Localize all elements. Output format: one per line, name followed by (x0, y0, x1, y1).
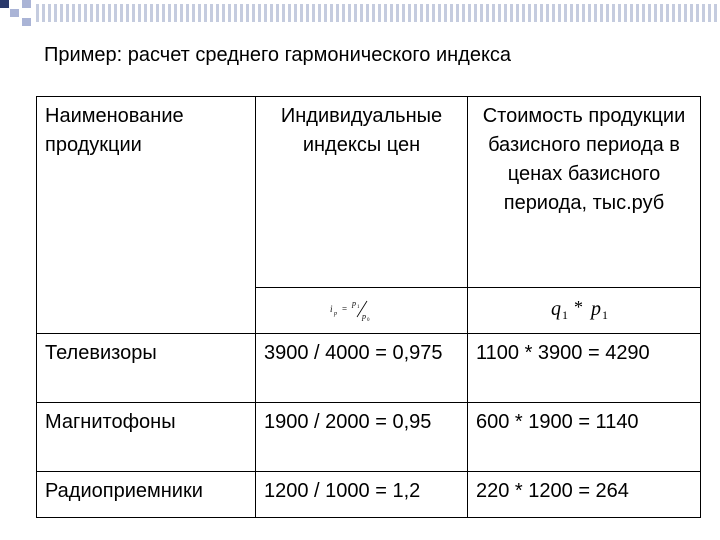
index-formula (322, 293, 402, 323)
row-index-value: 1200 / 1000 = 1,2 (256, 472, 468, 518)
formula-num-sub: 1 (356, 305, 359, 310)
formula-den: p (361, 312, 366, 321)
table-row (37, 472, 701, 518)
header-base-value: Стоимость продукции базисного периода в ценах базисного периода, тыс.руб (468, 97, 701, 288)
decor-square-light-3 (22, 18, 31, 26)
decor-square-light-2 (22, 0, 31, 8)
formula-i: i (329, 304, 333, 314)
row-index-value: 1900 / 2000 = 0,95 (256, 403, 468, 472)
header-individual-indices: Индивидуальные индексы цен (256, 97, 468, 288)
row-base-value: 600 * 1900 = 1140 (468, 403, 701, 472)
row-base-value: 220 * 1200 = 264 (468, 472, 701, 518)
header-product-name: Наименование продукции (37, 97, 256, 288)
decor-stripe-band (34, 4, 720, 22)
row-index-value: 3900 / 4000 = 0,975 (256, 334, 468, 403)
formula-q-sub: 1 (562, 308, 568, 322)
decor-square-dark (0, 0, 9, 8)
formula-index-cell (256, 288, 468, 334)
formula-num: p (351, 299, 356, 308)
table-header-row (37, 97, 701, 288)
formula-empty-cell (37, 288, 256, 334)
formula-p: p (591, 298, 601, 320)
table-row (37, 334, 701, 403)
harmonic-index-table (36, 96, 701, 518)
slide-title: Пример: расчет среднего гармонического индекса (44, 44, 512, 66)
table-row (37, 403, 701, 472)
formula-i-sub: p (333, 311, 337, 317)
formula-q: q (551, 298, 561, 320)
value-formula (539, 293, 629, 323)
table-formula-row (37, 288, 701, 334)
row-base-value: 1100 * 3900 = 4290 (468, 334, 701, 403)
row-product-name: Радиоприемники (37, 472, 256, 518)
formula-den-sub: 0 (366, 318, 369, 323)
formula-p-sub: 1 (602, 308, 608, 322)
decor-square-light (10, 9, 19, 17)
formula-mult: * (574, 297, 583, 317)
row-product-name: Телевизоры (37, 334, 256, 403)
header-decoration (0, 0, 720, 36)
row-product-name: Магнитофоны (37, 403, 256, 472)
formula-eq: = (341, 304, 347, 314)
formula-value-cell (468, 288, 701, 334)
